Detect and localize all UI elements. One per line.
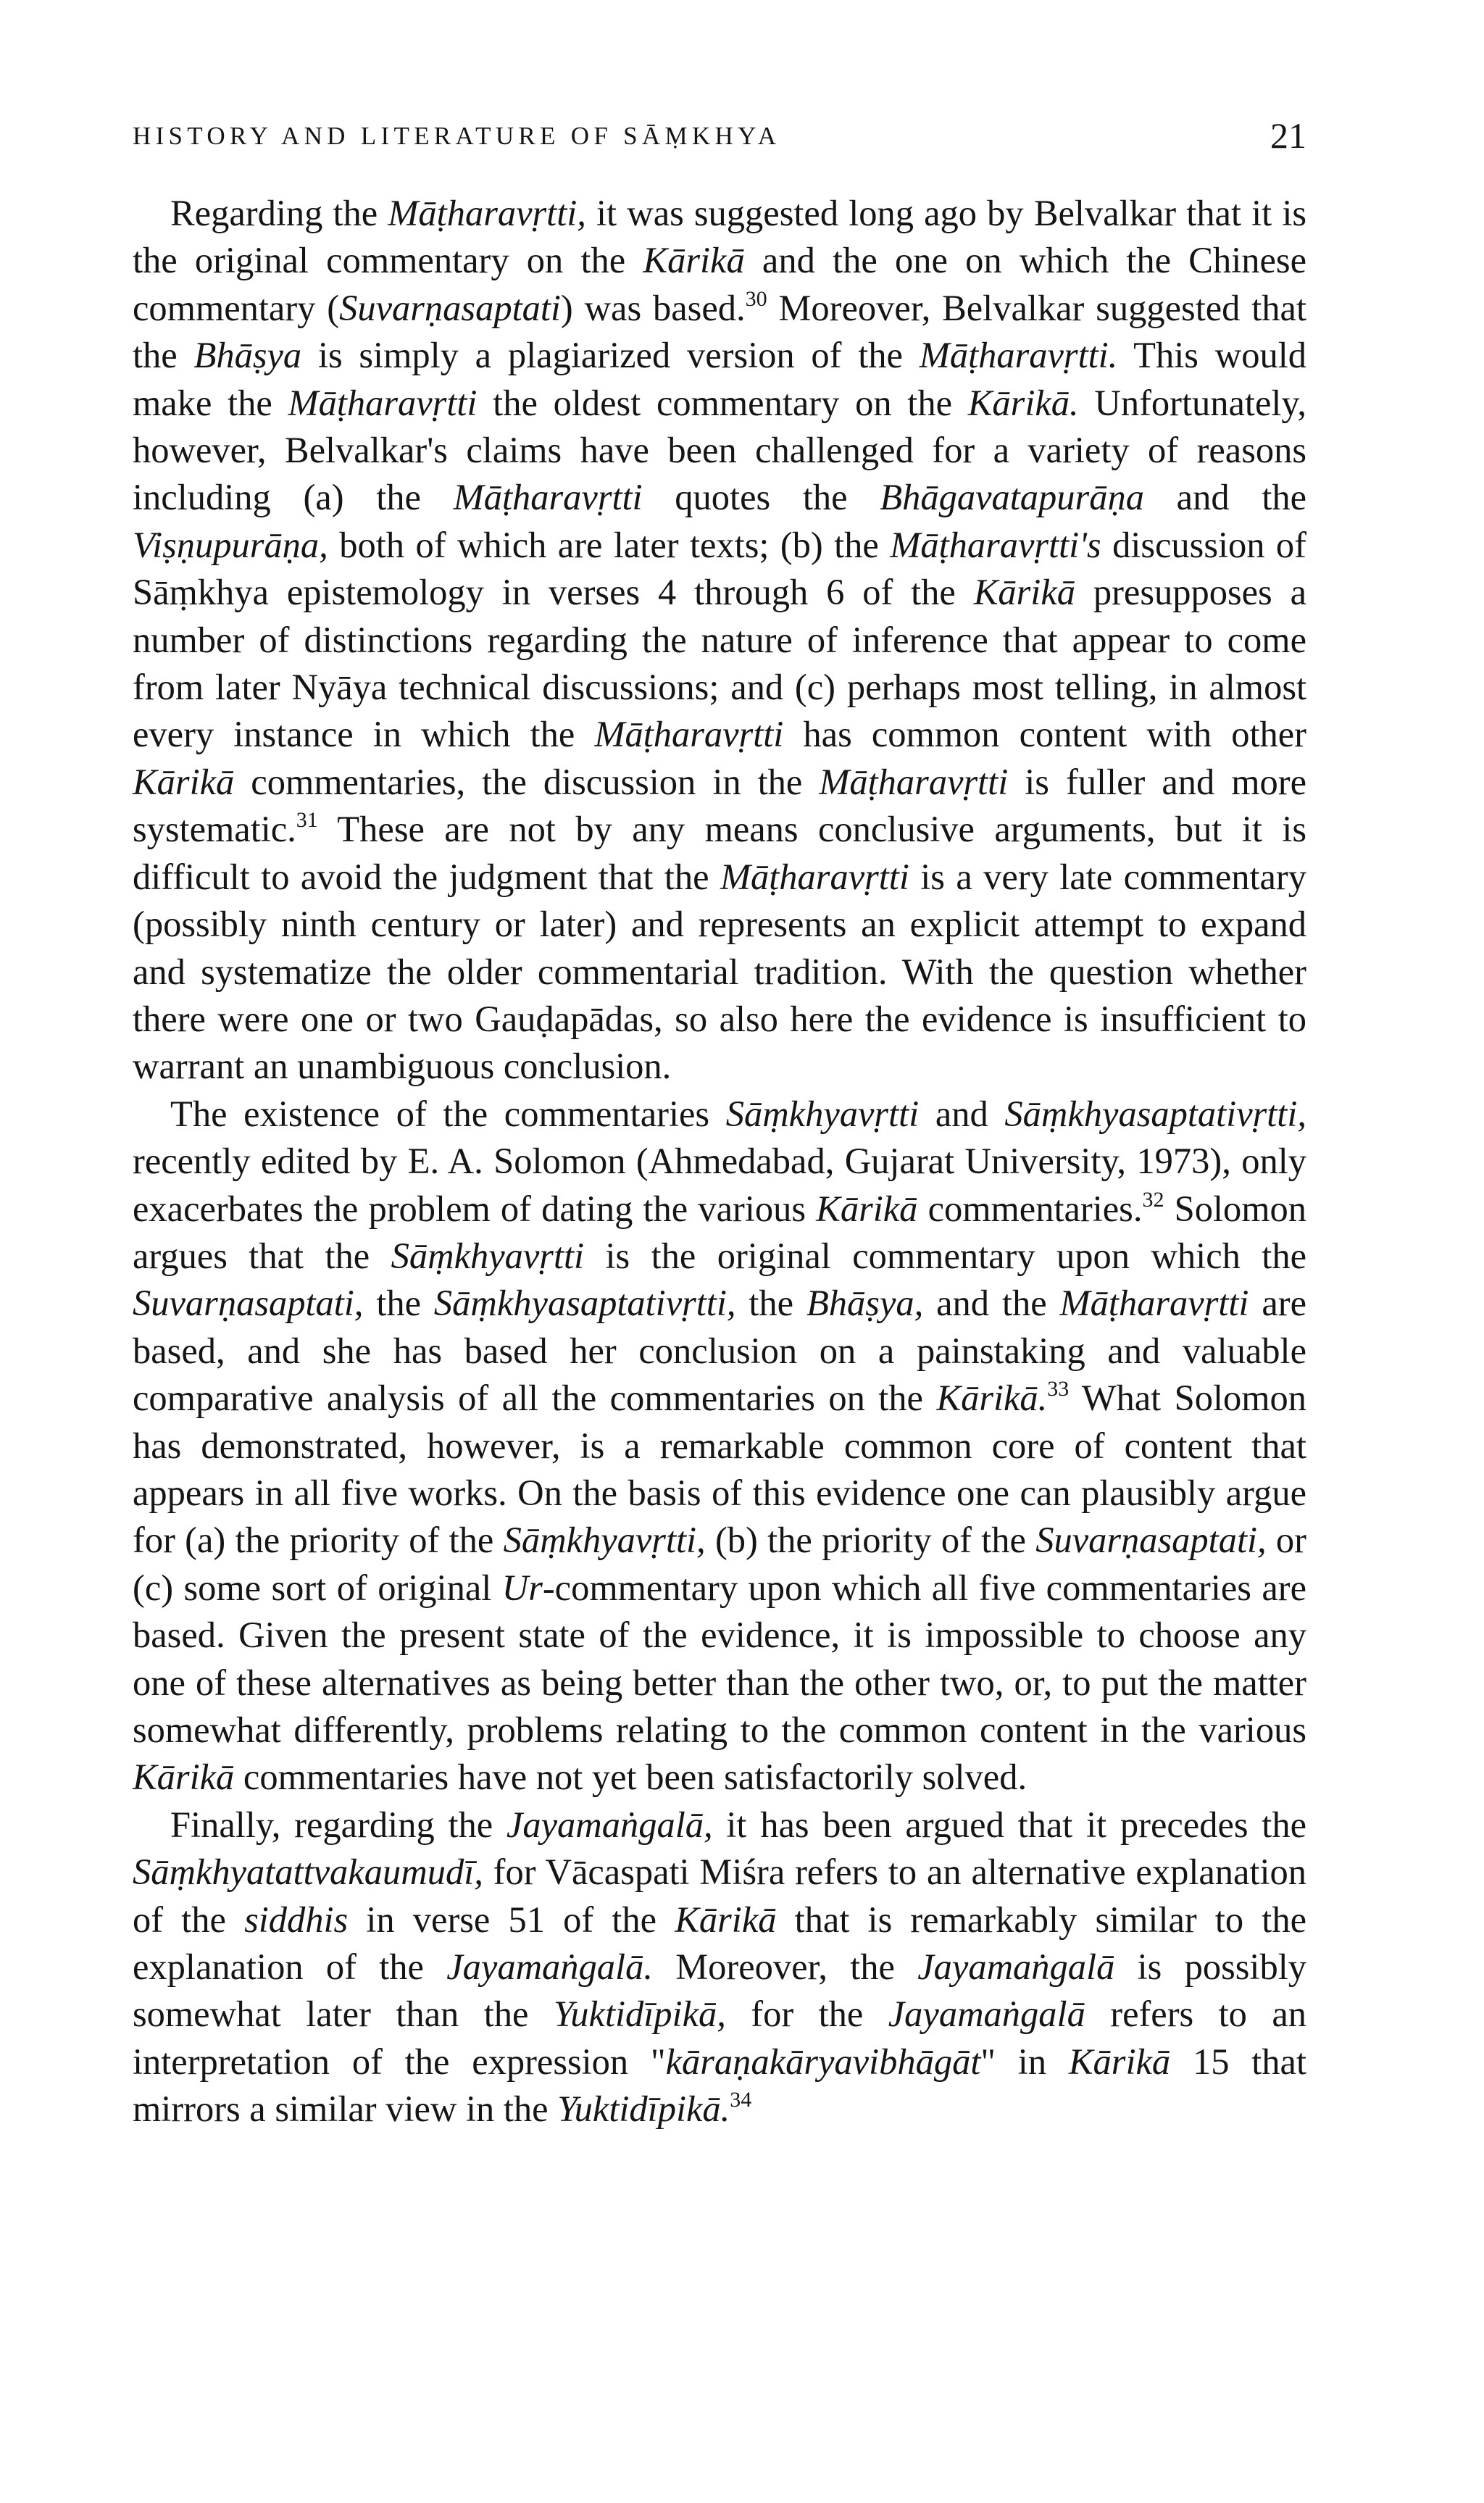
italic-title: Sāṃkhyatattvakaumudī,: [133, 1852, 483, 1893]
text-run: commentaries have not yet been satisfactorily solved.: [234, 1757, 1027, 1798]
italic-title: Sāṃkhyavṛtti,: [503, 1520, 706, 1561]
text-run: is a very late commentary (possibly ninth century or later) and represents an explicit attempt to expand and systematize the older commentarial tradition. With the question whether there were one or two Gauḍapādas, so also here the evidence is insufficient to warrant an unambiguous conclusion.: [133, 856, 1306, 1087]
body-text: [133, 190, 1306, 2133]
italic-title: Kārikā: [973, 572, 1075, 613]
text-run: that is remarkably similar to the explanation of the: [133, 1899, 1307, 1988]
running-title: HISTORY AND LITERATURE OF SĀṂKHYA: [133, 122, 781, 150]
text-run: Regarding the: [170, 193, 388, 233]
text-run: The existence of the commentaries: [170, 1093, 726, 1134]
italic-title: Bhāṣya: [193, 335, 302, 376]
italic-title: Māṭharavṛtti's: [890, 524, 1101, 565]
footnote-marker: 32: [1142, 1187, 1164, 1212]
text-run: These are not by any means conclusive arguments, but it is difficult to avoid the judgment that the: [133, 809, 1306, 897]
paragraph-matharavrtti: [133, 190, 1306, 1091]
italic-title: Yuktidīpikā.: [557, 2088, 730, 2130]
text-run: and the: [923, 1283, 1060, 1324]
text-run: ) was based.: [560, 287, 746, 328]
italic-title: Jayamaṅgalā.: [446, 1946, 653, 1988]
text-run: discussion of Sāṃkhya epistemology in verses 4 through 6 of the: [133, 524, 1306, 613]
text-run: the oldest commentary on the: [477, 382, 968, 423]
italic-title: Suvarṇasaptati,: [1035, 1520, 1267, 1561]
text-run: is simply a plagiarized version of the: [301, 335, 920, 376]
text-run: or (c) some sort of original: [133, 1520, 1306, 1608]
italic-title: Māṭharavṛtti: [288, 382, 478, 423]
italic-term: kāraṇakāryavibhāgāt: [665, 2041, 981, 2082]
italic-title: Māṭharavṛtti: [1059, 1283, 1249, 1324]
paragraph-jayamangala: [133, 1802, 1306, 2133]
italic-title: Yuktidīpikā,: [553, 1994, 726, 2035]
italic-title: Viṣṇupurāṇa,: [133, 524, 328, 565]
text-run: both of which are later texts; (b) the: [328, 524, 891, 565]
text-run: the: [735, 1283, 806, 1324]
italic-title: Māṭharavṛtti,: [388, 193, 586, 233]
text-run: for the: [725, 1994, 888, 2035]
text-run: 15 that mirrors a similar view in the: [133, 2041, 1306, 2130]
page-number: 21: [1270, 115, 1306, 156]
text-run: the: [363, 1283, 434, 1324]
text-run: it was suggested long ago by Belvalkar that it is the original commentary on the: [133, 193, 1307, 281]
text-run: are based, and she has based her conclusion on a painstaking and valuable comparative analysis of all the commentaries on the: [133, 1283, 1306, 1419]
italic-title: Kārikā: [133, 1757, 235, 1798]
italic-title: Māṭharavṛtti: [720, 856, 909, 897]
italic-title: Jayamaṅgalā: [888, 1994, 1085, 2035]
text-run: in verse 51 of the: [348, 1899, 675, 1940]
text-run: refers to an interpretation of the expression ": [133, 1994, 1306, 2082]
italic-title: Kārikā: [675, 1899, 777, 1940]
italic-title: Bhāgavatapurāṇa: [880, 477, 1144, 518]
italic-title: Kārikā: [1068, 2041, 1171, 2082]
footnote-marker: 30: [745, 286, 767, 311]
italic-term: siddhis: [244, 1899, 349, 1940]
footnote-marker: 31: [296, 808, 318, 833]
italic-title: Māṭharavṛtti: [594, 714, 784, 755]
footnote-marker: 34: [730, 2088, 752, 2112]
text-run: and the: [1143, 477, 1307, 518]
text-run: is possibly somewhat later than the: [133, 1946, 1306, 2035]
text-run: for Vācaspati Miśra refers to an alternative explanation of the: [133, 1852, 1306, 1940]
italic-title: Suvarṇasaptati,: [133, 1283, 364, 1324]
text-run: it has been argued that it precedes the: [712, 1804, 1306, 1845]
italic-title: Kārikā.: [936, 1378, 1048, 1419]
italic-title: Suvarṇasaptati: [339, 287, 561, 328]
text-run: -commentary upon which all five commentaries are based. Given the present state of the evidence, it is impossible to choose any one of these alternatives as being better than the other two, or, to put the matter somewhat differently, problems relating to the common content in the various: [133, 1567, 1306, 1750]
text-run: What Solomon has demonstrated, however, is a remarkable common core of content that appears in all five works. On the basis of this evidence one can plausibly argue for (a) the priority of the: [133, 1378, 1306, 1561]
text-run: commentaries.: [917, 1188, 1143, 1229]
italic-title: Sāṃkhyasaptativṛtti,: [1004, 1093, 1306, 1134]
text-run: has common content with other: [783, 714, 1306, 755]
footnote-marker: 33: [1047, 1377, 1070, 1402]
italic-title: Sāṃkhyavṛtti: [725, 1093, 920, 1134]
italic-title: Kārikā: [133, 761, 235, 802]
italic-title: Kārikā: [816, 1188, 918, 1229]
italic-title: Jayamaṅgalā,: [506, 1804, 713, 1845]
text-run: quotes the: [642, 477, 880, 518]
text-run: " in: [980, 2041, 1069, 2082]
text-run: Unfortunately, however, Belvalkar's claims have been challenged for a variety of reasons including (a) the: [133, 382, 1306, 518]
italic-title: Māṭharavṛtti.: [919, 335, 1118, 376]
italic-title: Jayamaṅgalā: [917, 1946, 1115, 1988]
text-run: is the original commentary upon which the: [584, 1235, 1306, 1276]
italic-title: Bhāṣya,: [806, 1283, 924, 1324]
running-head: [133, 116, 1306, 167]
text-run: (b) the priority of the: [705, 1520, 1036, 1561]
text-run: Solomon argues that the: [133, 1188, 1307, 1276]
text-run: This would make the: [133, 335, 1306, 423]
text-run: Moreover, Belvalkar suggested that the: [133, 287, 1306, 376]
text-run: commentaries, the discussion in the: [234, 761, 820, 802]
text-run: and the one on which the Chinese commentary (: [133, 240, 1306, 328]
text-run: is fuller and more systematic.: [133, 761, 1307, 850]
italic-title: Māṭharavṛtti: [819, 761, 1009, 802]
text-run: recently edited by E. A. Solomon (Ahmedabad, Gujarat University, 1973), only exacerbates the problem of dating the various: [133, 1141, 1306, 1229]
italic-term: Ur: [501, 1567, 543, 1608]
text-run: Moreover, the: [652, 1946, 918, 1988]
italic-title: Kārikā: [643, 240, 745, 281]
italic-title: Māṭharavṛtti: [453, 477, 643, 518]
italic-title: Sāṃkhyasaptativṛtti,: [433, 1283, 736, 1324]
italic-title: Sāṃkhyavṛtti: [391, 1235, 585, 1276]
text-run: and: [919, 1093, 1005, 1134]
text-run: presupposes a number of distinctions regarding the nature of inference that appear to come from later Nyāya technical discussions; and (c) perhaps most telling, in almost every instance in which the: [133, 572, 1306, 755]
text-run: Finally, regarding the: [170, 1804, 507, 1845]
paragraph-solomon: [133, 1091, 1306, 1802]
italic-title: Kārikā.: [967, 382, 1079, 423]
